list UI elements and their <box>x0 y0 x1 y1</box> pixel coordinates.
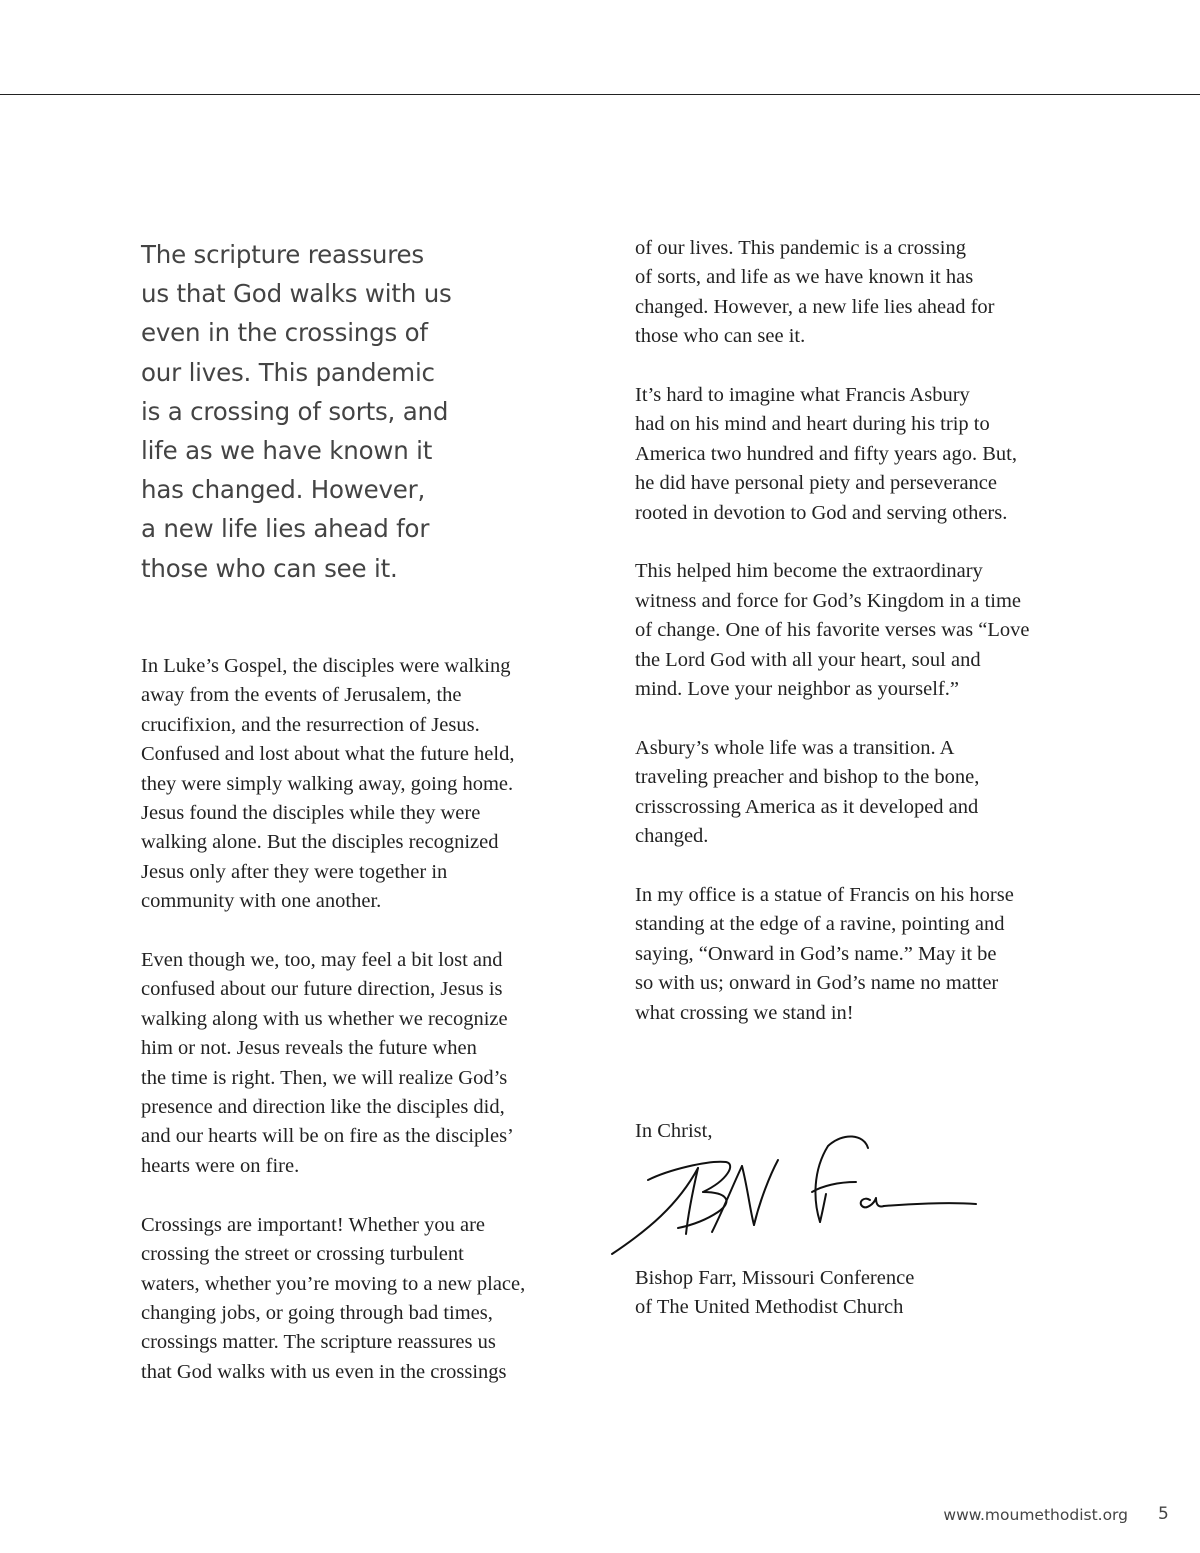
pull-quote-line: even in the crossings of <box>141 318 428 348</box>
paragraph-asbury-transition <box>635 734 1075 852</box>
text-line: away from the events of Jerusalem, the <box>141 684 462 707</box>
text-line: crisscrossing America as it developed and <box>635 795 979 818</box>
text-line: changed. However, a new life lies ahead for <box>635 295 995 318</box>
signature-icon <box>608 1130 988 1260</box>
text-line: of our lives. This pandemic is a crossing <box>635 237 966 259</box>
text-line: changing jobs, or going through bad times, <box>141 1301 493 1324</box>
text-line: witness and force for God’s Kingdom in a time <box>635 589 1022 612</box>
text-line: community with one another. <box>141 890 382 913</box>
text-line: walking along with us whether we recognize <box>141 1007 508 1030</box>
pull-quote-line: life as we have known it <box>141 436 433 466</box>
pull-quote-line: The scripture reassures <box>141 240 424 269</box>
text-line: Jesus only after they were together in <box>141 860 448 883</box>
text-line: and our hearts will be on fire as the disciples’ <box>141 1125 514 1148</box>
text-line: what crossing we stand in! <box>635 1001 854 1024</box>
text-line: crossings matter. The scripture reassures us <box>141 1331 496 1354</box>
closing-salutation: In Christ, <box>635 1120 713 1142</box>
text-line: of sorts, and life as we have known it has <box>635 266 974 289</box>
paragraph-francis-asbury <box>635 381 1075 528</box>
text-line: those who can see it. <box>635 325 806 348</box>
text-line: of change. One of his favorite verses was “Love <box>635 619 1030 642</box>
paragraph-our-lives <box>635 234 1075 352</box>
paragraph-crossings-important <box>141 1211 581 1387</box>
text-line: they were simply walking away, going home. <box>141 772 514 795</box>
text-line: mind. Love your neighbor as yourself.” <box>635 678 959 701</box>
text-line: the Lord God with all your heart, soul and <box>635 648 981 671</box>
text-line: hearts were on fire. <box>141 1154 300 1177</box>
signature-name-line: of The United Methodist Church <box>635 1296 904 1319</box>
paragraph-luke-gospel <box>141 652 581 917</box>
paragraph-even-though <box>141 946 581 1181</box>
right-column <box>635 234 1075 1057</box>
text-line: Even though we, too, may feel a bit lost and <box>141 949 503 972</box>
pull-quote-line: has changed. However, <box>141 475 426 505</box>
signature-name <box>635 1264 914 1323</box>
text-line: This helped him become the extraordinary <box>635 560 983 583</box>
text-line: In Luke’s Gospel, the disciples were walking <box>141 655 511 677</box>
text-line: the time is right. Then, we will realize God’s <box>141 1066 508 1089</box>
text-line: crossing the street or crossing turbulent <box>141 1243 464 1266</box>
text-line: It’s hard to imagine what Francis Asbury <box>635 384 970 407</box>
text-line: changed. <box>635 825 709 848</box>
paragraph-extraordinary-witness <box>635 557 1075 704</box>
left-column <box>141 652 581 1417</box>
text-line: rooted in devotion to God and serving others. <box>635 501 1008 524</box>
footer-url: www.moumethodist.org <box>943 1506 1128 1524</box>
text-line: so with us; onward in God’s name no matter <box>635 972 999 995</box>
page-number: 5 <box>1158 1504 1169 1524</box>
text-line: saying, “Onward in God’s name.” May it be <box>635 942 997 965</box>
text-line: traveling preacher and bishop to the bone, <box>635 766 980 789</box>
text-line: waters, whether you’re moving to a new place, <box>141 1272 526 1295</box>
text-line: had on his mind and heart during his trip to <box>635 413 990 436</box>
text-line: In my office is a statue of Francis on his horse <box>635 883 1014 906</box>
text-line: confused about our future direction, Jesus is <box>141 978 503 1001</box>
pull-quote <box>141 235 501 588</box>
text-line: standing at the edge of a ravine, pointing and <box>635 913 1005 936</box>
text-line: Jesus found the disciples while they were <box>141 802 481 825</box>
paragraph-office-statue <box>635 881 1075 1028</box>
pull-quote-line: us that God walks with us <box>141 279 452 309</box>
text-line: walking alone. But the disciples recognized <box>141 831 499 854</box>
text-line: he did have personal piety and perseverance <box>635 472 998 495</box>
text-line: him or not. Jesus reveals the future when <box>141 1037 477 1060</box>
text-line: America two hundred and fifty years ago. But, <box>635 442 1017 465</box>
pull-quote-line: our lives. This pandemic <box>141 357 435 387</box>
header-rule <box>0 94 1200 95</box>
text-line: Confused and lost about what the future held, <box>141 743 515 766</box>
pull-quote-line: a new life lies ahead for <box>141 514 430 544</box>
text-line: Asbury’s whole life was a transition. A <box>635 736 955 759</box>
text-line: that God walks with us even in the crossings <box>141 1360 507 1383</box>
signature-name-line: Bishop Farr, Missouri Conference <box>635 1267 915 1289</box>
pull-quote-line: those who can see it. <box>141 553 398 583</box>
text-line: Crossings are important! Whether you are <box>141 1213 486 1236</box>
pull-quote-line: is a crossing of sorts, and <box>141 396 449 426</box>
text-line: crucifixion, and the resurrection of Jesus. <box>141 713 480 736</box>
text-line: presence and direction like the disciples did, <box>141 1096 505 1119</box>
